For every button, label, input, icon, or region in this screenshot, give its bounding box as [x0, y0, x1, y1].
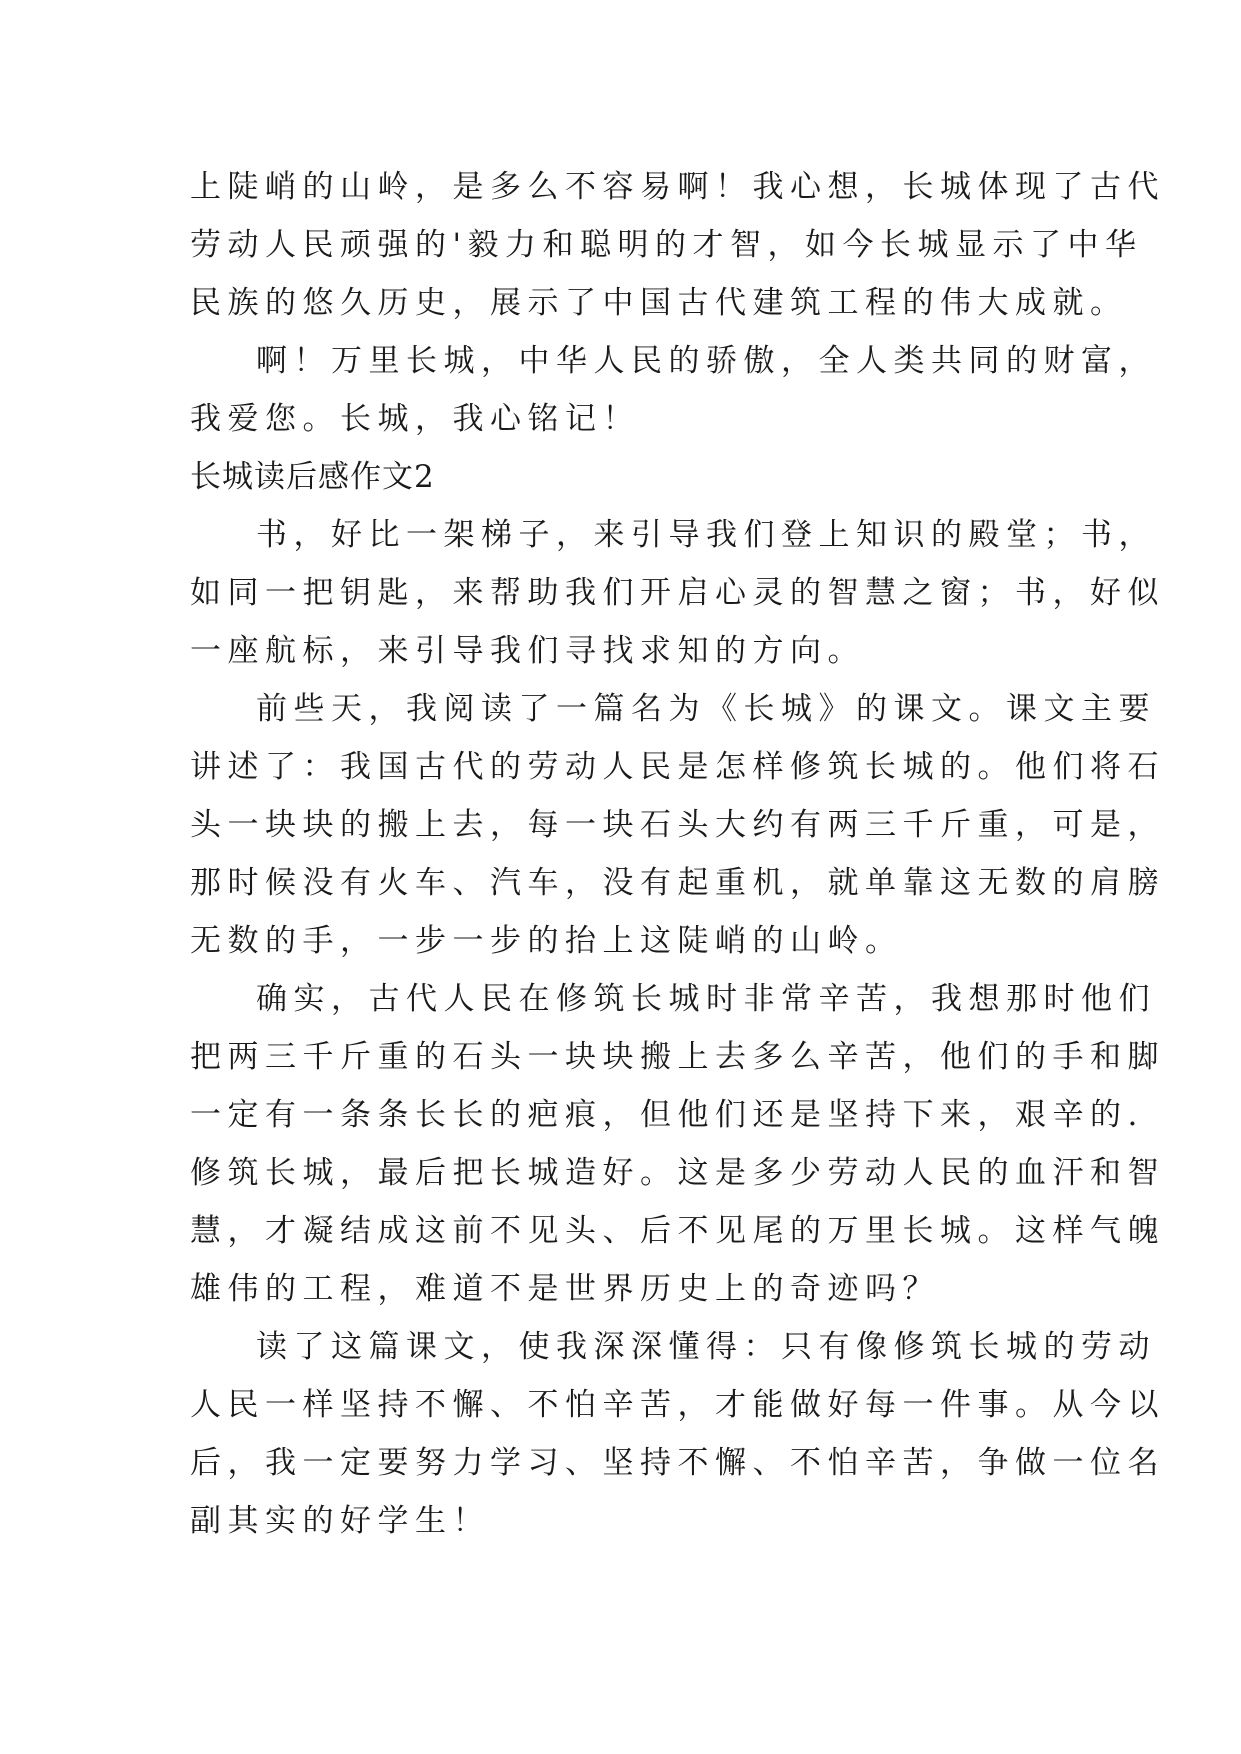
text-line: 我爱您。长城，我心铭记！ [190, 401, 640, 437]
text-line: 确实，古代人民在修筑长城时非常辛苦，我想那时他们 [256, 981, 1156, 1017]
text-line: 后，我一定要努力学习、坚持不懈、不怕辛苦，争做一位名 [190, 1445, 1165, 1481]
text-line: 如同一把钥匙，来帮助我们开启心灵的智慧之窗；书，好似 [190, 575, 1165, 611]
text-line: 无数的手，一步一步的抬上这陡峭的山岭。 [190, 923, 903, 959]
text-line: 修筑长城，最后把长城造好。这是多少劳动人民的血汗和智 [190, 1155, 1165, 1191]
document-body [190, 158, 1165, 1550]
text-line: 讲述了：我国古代的劳动人民是怎样修筑长城的。他们将石 [190, 749, 1165, 785]
text-line: 人民一样坚持不懈、不怕辛苦，才能做好每一件事。从今以 [190, 1387, 1165, 1423]
text-line: 雄伟的工程，难道不是世界历史上的奇迹吗？ [190, 1271, 940, 1307]
text-line: 读了这篇课文，使我深深懂得：只有像修筑长城的劳动 [256, 1329, 1156, 1365]
text-line: 一定有一条条长长的疤痕，但他们还是坚持下来，艰辛的. [190, 1097, 1144, 1133]
text-line: 民族的悠久历史，展示了中国古代建筑工程的伟大成就。 [190, 285, 1128, 321]
text-line: 慧，才凝结成这前不见头、后不见尾的万里长城。这样气魄 [190, 1213, 1165, 1249]
text-line: 把两三千斤重的石头一块块搬上去多么辛苦，他们的手和脚 [190, 1039, 1165, 1075]
text-line: 书，好比一架梯子，来引导我们登上知识的殿堂；书， [256, 517, 1156, 553]
text-line: 劳动人民顽强的'毅力和聪明的才智，如今长城显示了中华 [190, 227, 1143, 263]
section-heading: 长城读后感作文2 [190, 459, 435, 495]
text-line: 一座航标，来引导我们寻找求知的方向。 [190, 633, 865, 669]
text-line: 啊！万里长城，中华人民的骄傲，全人类共同的财富， [256, 343, 1156, 379]
text-line: 上陡峭的山岭，是多么不容易啊！我心想，长城体现了古代 [190, 169, 1165, 205]
text-line: 副其实的好学生！ [190, 1503, 490, 1539]
text-line: 头一块块的搬上去，每一块石头大约有两三千斤重，可是， [190, 807, 1165, 843]
text-line: 那时候没有火车、汽车，没有起重机，就单靠这无数的肩膀 [190, 865, 1165, 901]
text-line: 前些天，我阅读了一篇名为《长城》的课文。课文主要 [256, 691, 1156, 727]
